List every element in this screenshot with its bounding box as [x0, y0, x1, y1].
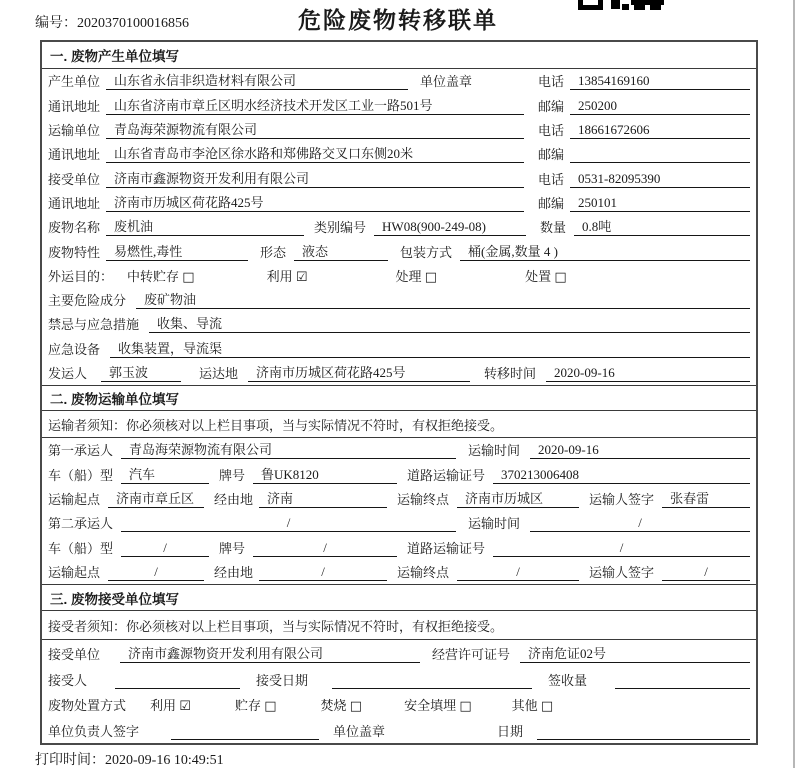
unit-seal-label: 单位盖章 — [420, 74, 473, 90]
phone1-value: 13854169160 — [570, 72, 750, 90]
qr-code-fragment-icon — [578, 0, 664, 11]
transporter-notice-text: 你必须核对以上栏目事项，当与实际情况不符时，有权拒绝接受。 — [126, 417, 504, 433]
zip2-value — [570, 145, 750, 163]
purpose-option-dispose: 处置 □ — [525, 268, 567, 285]
serial-label: 编号： — [35, 14, 77, 30]
second-route-row — [42, 560, 756, 584]
quantity-label: 数量 — [540, 220, 567, 236]
address1-label: 通讯地址 — [48, 98, 101, 114]
disposal-option-other: 其他 □ — [511, 698, 554, 715]
print-time-line — [35, 749, 224, 768]
form-label: 形态 — [260, 244, 287, 260]
waste-characteristic-row — [42, 239, 756, 263]
sign2-value: / — [662, 563, 750, 581]
form-value: 液态 — [294, 243, 388, 261]
recipient-value — [115, 671, 240, 689]
zip3-value: 250101 — [570, 194, 750, 212]
first-carrier-row — [42, 438, 756, 462]
disposal-option-incinerate: 焚烧 □ — [320, 698, 363, 715]
hazard-component-row — [42, 288, 756, 312]
via1-value: 济南 — [259, 490, 387, 508]
disposal-label: 废物处置方式 — [48, 698, 127, 714]
signer-label: 单位负责人签字 — [48, 724, 140, 739]
consignor-value: 郭玉波 — [101, 364, 181, 382]
zip1-value: 250200 — [570, 97, 750, 115]
time1-label: 运输时间 — [468, 443, 521, 459]
end1-label: 运输终点 — [397, 491, 450, 507]
permit-value: 济南危证02号 — [520, 645, 750, 663]
generator-unit-row — [42, 69, 756, 93]
transporter-label: 运输单位 — [48, 122, 101, 138]
vehicle2-label: 车（船）型 — [48, 540, 114, 556]
taboo-label: 禁忌与应急措施 — [48, 317, 140, 333]
accepting-unit-row — [42, 640, 756, 666]
destination-label: 运达地 — [199, 366, 239, 382]
transporter-notice-row — [42, 411, 756, 438]
responsible-signature-row — [42, 717, 756, 743]
equipment-label: 应急设备 — [48, 341, 101, 357]
receiver-address-row — [42, 191, 756, 215]
permit-label: 经营许可证号 — [432, 646, 511, 662]
generator-unit-label: 产生单位 — [48, 74, 101, 90]
disposal-option-utilize: 利用 ☑ — [150, 698, 191, 715]
print-time-label: 打印时间： — [35, 753, 105, 768]
checkbox-checked-icon: ☑ — [295, 269, 308, 285]
serial-value: 2020370100016856 — [77, 16, 189, 31]
checkbox-unchecked-icon: □ — [540, 699, 554, 715]
plate1-label: 牌号 — [219, 467, 246, 483]
receiver-notice-text: 你必须核对以上栏目事项，当与实际情况不符时，有权拒绝接受。 — [126, 618, 504, 634]
waste-name-row — [42, 215, 756, 239]
generator-unit-value: 山东省永信非织造材料有限公司 — [106, 72, 408, 90]
emergency-equipment-row — [42, 336, 756, 360]
taboo-value: 收集、导流 — [149, 315, 750, 333]
end2-value: / — [457, 563, 579, 581]
transporter-notice-label: 运输者须知： — [48, 417, 127, 433]
packaging-label: 包装方式 — [400, 244, 453, 260]
checkbox-unchecked-icon: □ — [554, 269, 567, 285]
qr-finder-pattern — [578, 0, 603, 10]
transfer-time-value: 2020-09-16 — [546, 364, 750, 382]
end2-label: 运输终点 — [397, 564, 450, 580]
receiver-notice-row — [42, 611, 756, 640]
category-label: 类别编号 — [314, 220, 367, 236]
purpose-option-storage: 中转贮存 □ — [127, 268, 195, 285]
origin2-label: 运输起点 — [48, 564, 101, 580]
signer-value — [171, 722, 319, 740]
section2-rows — [42, 438, 756, 584]
packaging-value: 桶(金属,数量 4 ) — [460, 243, 750, 261]
date-label: 日期 — [497, 724, 524, 739]
receiver-label: 接受单位 — [48, 171, 101, 187]
date-value — [537, 722, 750, 740]
hazard-value: 废矿物油 — [136, 291, 750, 309]
accepting-unit-label: 接受单位 — [48, 646, 101, 662]
receiver-value: 济南市鑫源物资开发利用有限公司 — [106, 170, 524, 188]
recipient-row — [42, 666, 756, 692]
transporter-value: 青岛海荣源物流有限公司 — [106, 121, 524, 139]
characteristic-value: 易燃性,毒性 — [106, 243, 248, 261]
license1-value: 370213006408 — [493, 466, 750, 484]
characteristic-label: 废物特性 — [48, 244, 101, 260]
section3-rows — [42, 640, 756, 743]
checkbox-unchecked-icon: □ — [459, 699, 472, 715]
receiver-unit-row — [42, 166, 756, 190]
sign2-label: 运输人签字 — [589, 564, 655, 580]
disposal-method-row — [42, 692, 756, 718]
carrier1-label: 第一承运人 — [48, 443, 114, 459]
page-edge-divider — [793, 0, 795, 768]
transporter-unit-row — [42, 118, 756, 142]
generator-address-row — [42, 93, 756, 117]
serial-number-line — [35, 12, 189, 32]
checkbox-unchecked-icon: □ — [264, 699, 277, 715]
consignor-row — [42, 361, 756, 385]
checkbox-checked-icon: ☑ — [179, 699, 191, 715]
via1-label: 经由地 — [214, 491, 254, 507]
quantity-value: 0.8吨 — [574, 218, 750, 236]
sign1-label: 运输人签字 — [589, 491, 655, 507]
end1-value: 济南市历城区 — [457, 490, 579, 508]
receiver-notice-label: 接受者须知： — [48, 618, 127, 634]
time2-value: / — [530, 514, 750, 532]
carrier2-value: / — [121, 514, 456, 532]
zip1-label: 邮编 — [537, 98, 564, 114]
accepting-unit-value: 济南市鑫源物资开发利用有限公司 — [120, 645, 420, 663]
disposal-option-store: 贮存 □ — [234, 698, 277, 715]
carrier2-label: 第二承运人 — [48, 516, 114, 532]
transfer-purpose-row — [42, 264, 756, 288]
equipment-value: 收集装置，导流渠 — [110, 340, 750, 358]
unit-seal2-label: 单位盖章 — [333, 724, 386, 739]
zip3-label: 邮编 — [537, 195, 564, 211]
waste-name-label: 废物名称 — [48, 220, 101, 236]
consignor-label: 发运人 — [48, 366, 88, 382]
disposal-option-landfill: 安全填埋 □ — [404, 698, 472, 715]
amount-label: 签收量 — [548, 672, 588, 688]
transfer-time-label: 转移时间 — [484, 366, 537, 382]
origin1-value: 济南市章丘区 — [108, 490, 204, 508]
recipient-label: 接受人 — [48, 672, 88, 688]
checkbox-unchecked-icon: □ — [424, 269, 438, 285]
origin1-label: 运输起点 — [48, 491, 101, 507]
via2-value: / — [259, 563, 387, 581]
time2-label: 运输时间 — [468, 516, 521, 532]
second-vehicle-row — [42, 535, 756, 559]
category-value: HW08(900-249-08) — [374, 218, 526, 236]
zip2-label: 邮编 — [537, 147, 564, 163]
plate2-value: / — [253, 539, 397, 557]
phone1-label: 电话 — [537, 74, 564, 90]
taboo-measures-row — [42, 312, 756, 336]
accept-date-value — [332, 671, 532, 689]
manifest-table — [40, 40, 758, 745]
hazard-label: 主要危险成分 — [48, 293, 127, 309]
sign1-value: 张春雷 — [662, 490, 750, 508]
phone3-value: 0531-82095390 — [570, 170, 750, 188]
section2-header: 二. 废物运输单位填写 — [42, 385, 756, 411]
waste-name-value: 废机油 — [106, 218, 304, 236]
checkbox-unchecked-icon: □ — [349, 699, 363, 715]
plate1-value: 鲁UK8120 — [253, 466, 397, 484]
phone2-label: 电话 — [537, 122, 564, 138]
phone3-label: 电话 — [537, 171, 564, 187]
first-route-row — [42, 487, 756, 511]
license2-value: / — [493, 539, 750, 557]
address3-label: 通讯地址 — [48, 195, 101, 211]
page-title: 危险废物转移联单 — [298, 7, 498, 33]
address2-value: 山东省青岛市李沧区徐水路和郑佛路交叉口东侧20米 — [106, 145, 524, 163]
checkbox-unchecked-icon: □ — [182, 269, 195, 285]
vehicle1-value: 汽车 — [121, 466, 209, 484]
purpose-label: 外运目的： — [48, 268, 114, 284]
second-carrier-row — [42, 511, 756, 535]
license1-label: 道路运输证号 — [407, 467, 486, 483]
destination-value: 济南市历城区荷花路425号 — [248, 364, 470, 382]
accept-date-label: 接受日期 — [256, 672, 309, 688]
license2-label: 道路运输证号 — [407, 540, 486, 556]
print-time-value: 2020-09-16 10:49:51 — [105, 753, 224, 768]
section3-header: 三. 废物接受单位填写 — [42, 584, 756, 611]
via2-label: 经由地 — [214, 564, 254, 580]
vehicle2-value: / — [121, 539, 209, 557]
purpose-option-treat: 处理 □ — [395, 268, 438, 285]
transporter-address-row — [42, 142, 756, 166]
origin2-value: / — [108, 563, 204, 581]
phone2-value: 18661672606 — [570, 121, 750, 139]
amount-value — [615, 671, 750, 689]
address2-label: 通讯地址 — [48, 147, 101, 163]
time1-value: 2020-09-16 — [530, 441, 750, 459]
purpose-option-utilize: 利用 ☑ — [266, 268, 308, 285]
section1-header: 一. 废物产生单位填写 — [42, 42, 756, 69]
address1-value: 山东省济南市章丘区明水经济技术开发区工业一路501号 — [106, 97, 524, 115]
first-vehicle-row — [42, 462, 756, 486]
carrier1-value: 青岛海荣源物流有限公司 — [121, 441, 456, 459]
section1-rows — [42, 69, 756, 385]
plate2-label: 牌号 — [219, 540, 246, 556]
address3-value: 济南市历城区荷花路425号 — [106, 194, 524, 212]
vehicle1-label: 车（船）型 — [48, 467, 114, 483]
